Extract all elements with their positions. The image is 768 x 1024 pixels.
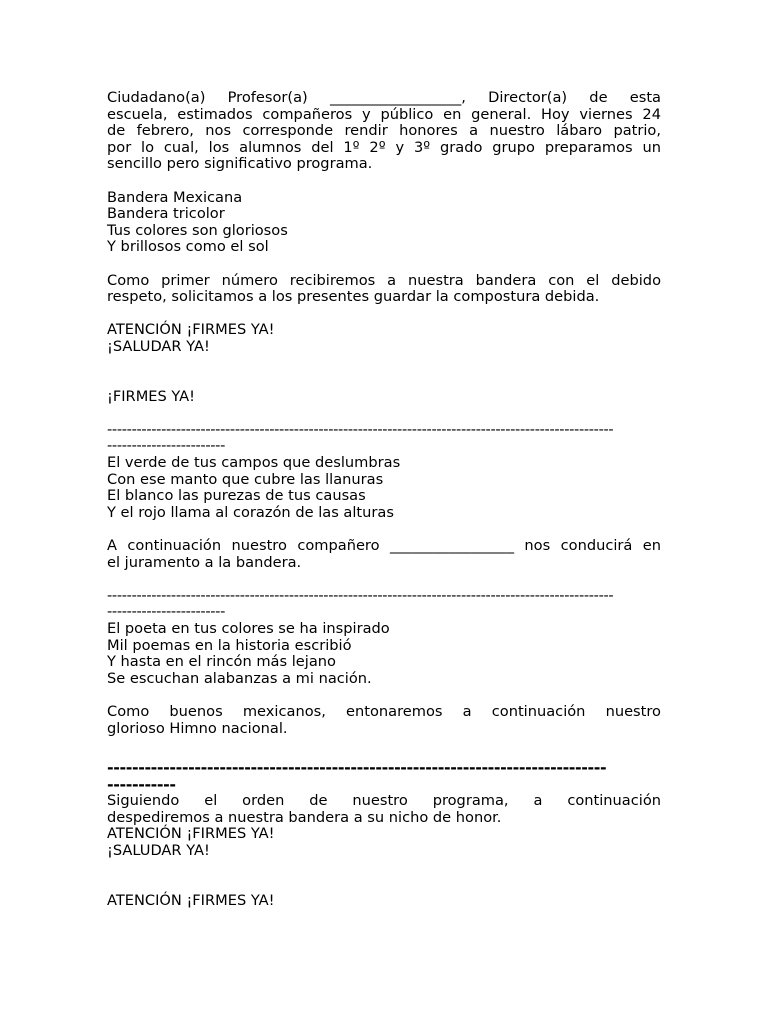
command-line: ATENCIÓN ¡FIRMES YA! xyxy=(107,891,275,909)
command-line: ¡SALUDAR YA! xyxy=(107,841,210,859)
command-line: ¡FIRMES YA! xyxy=(107,387,196,405)
divider-line: ------------------------------------------------------------------------------------------------------- xyxy=(107,421,614,438)
verse-line: Tus colores son gloriosos xyxy=(107,221,288,239)
verse-line: Y el rojo llama al corazón de las alturas xyxy=(107,503,394,521)
divider-line: ------------------------ xyxy=(107,604,225,621)
verse-line: Y brillosos como el sol xyxy=(107,238,269,256)
paragraph-line: Como primer número recibiremos a nuestra bandera con el debido xyxy=(107,271,661,289)
intro-line: sencillo pero significativo programa. xyxy=(107,155,373,173)
intro-line: por lo cual, los alumnos del 1º 2º y 3º grado grupo preparamos un xyxy=(107,138,661,156)
paragraph-line: glorioso Himno nacional. xyxy=(107,719,288,737)
paragraph-line: Siguiendo el orden de nuestro programa, a continuación xyxy=(107,792,661,810)
command-line: ATENCIÓN ¡FIRMES YA! xyxy=(107,825,275,843)
first-number-paragraph xyxy=(107,273,661,306)
divider-1 xyxy=(107,422,661,455)
document-body xyxy=(107,90,661,909)
command-block-2 xyxy=(107,389,661,406)
verse-line: Bandera tricolor xyxy=(107,205,225,223)
verse-3 xyxy=(107,621,661,687)
command-line: ATENCIÓN ¡FIRMES YA! xyxy=(107,321,275,339)
divider-line: -------------------------------------------------------------------------------- xyxy=(107,759,607,777)
divider-line: ------------------------ xyxy=(107,438,225,455)
anthem-paragraph xyxy=(107,704,661,737)
divider-line: ------------------------------------------------------------------------------------------------------- xyxy=(107,587,614,604)
paragraph-line: A continuación nuestro compañero _________________ nos conducirá en xyxy=(107,537,661,555)
verse-line: Bandera Mexicana xyxy=(107,188,243,206)
paragraph-line: Como buenos mexicanos, entonaremos a continuación nuestro xyxy=(107,702,661,720)
intro-line: escuela, estimados compañeros y público en general. Hoy viernes 24 xyxy=(107,105,661,123)
intro-paragraph xyxy=(107,90,661,173)
verse-2 xyxy=(107,455,661,521)
verse-1 xyxy=(107,190,661,256)
command-line: ¡SALUDAR YA! xyxy=(107,337,210,355)
divider-line: ----------- xyxy=(107,776,176,794)
intro-line: de febrero, nos corresponde rendir honores a nuestro lábaro patrio, xyxy=(107,122,661,140)
divider-3 xyxy=(107,759,661,793)
verse-line: Se escuchan alabanzas a mi nación. xyxy=(107,669,372,687)
final-command xyxy=(107,893,661,910)
paragraph-line: despediremos a nuestra bandera a su nicho de honor. xyxy=(107,808,502,826)
oath-paragraph xyxy=(107,538,661,571)
paragraph-line: el juramento a la bandera. xyxy=(107,553,302,571)
command-block-1 xyxy=(107,322,661,355)
verse-line: Y hasta en el rincón más lejano xyxy=(107,653,336,671)
divider-2 xyxy=(107,588,661,621)
verse-line: El verde de tus campos que deslumbras xyxy=(107,454,401,472)
verse-line: Con ese manto que cubre las llanuras xyxy=(107,470,384,488)
intro-line: Ciudadano(a) Profesor(a) __________________, Director(a) de esta xyxy=(107,89,661,106)
paragraph-line: respeto, solicitamos a los presentes guardar la compostura debida. xyxy=(107,288,600,306)
verse-line: El blanco las purezas de tus causas xyxy=(107,487,366,505)
farewell-paragraph xyxy=(107,793,661,859)
verse-line: El poeta en tus colores se ha inspirado xyxy=(107,620,390,637)
verse-line: Mil poemas en la historia escribió xyxy=(107,636,352,654)
